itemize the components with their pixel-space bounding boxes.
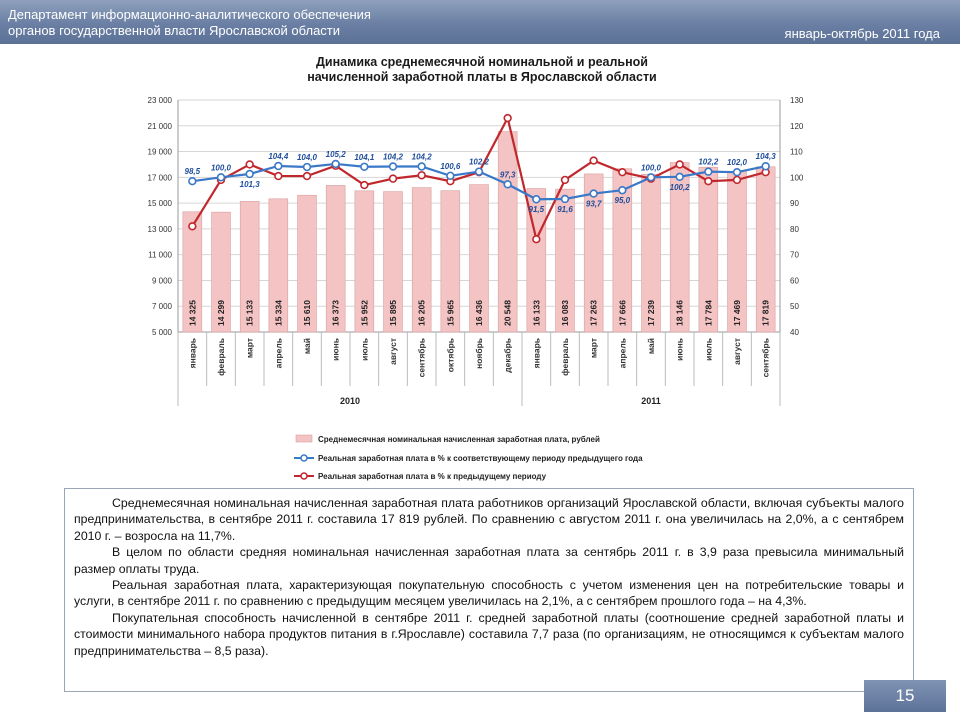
bar-value-label: 17 263 xyxy=(588,300,599,326)
real-wage-yoy-point xyxy=(390,163,397,170)
month-label: февраль xyxy=(216,338,226,376)
bar-value-label: 16 373 xyxy=(330,300,341,326)
yoy-value-label: 104,2 xyxy=(411,152,432,162)
report-period: январь-октябрь 2011 года xyxy=(784,26,940,41)
y-left-tick-label: 17 000 xyxy=(147,173,172,183)
yoy-value-label: 105,2 xyxy=(325,149,346,159)
month-label: апрель xyxy=(273,338,284,369)
y-left-tick-label: 21 000 xyxy=(147,121,172,131)
plot-area xyxy=(148,96,804,406)
real-wage-prev-period-point xyxy=(533,236,540,243)
y-left-tick-label: 5 000 xyxy=(151,328,172,337)
month-label: январь xyxy=(187,338,198,369)
y-left-tick-label: 13 000 xyxy=(147,224,172,234)
real-wage-prev-period-point xyxy=(734,177,741,184)
bar-value-label: 17 819 xyxy=(760,300,771,326)
y-right-tick-label: 70 xyxy=(790,250,799,260)
bar-value-label: 20 548 xyxy=(502,300,513,326)
month-label: сентябрь xyxy=(760,338,771,378)
real-wage-yoy-point xyxy=(533,196,540,203)
yoy-value-label: 100,0 xyxy=(640,163,662,173)
legend-swatch-prev-marker xyxy=(301,473,307,479)
bar-value-label: 17 784 xyxy=(703,300,714,326)
y-right-tick-label: 80 xyxy=(790,224,799,234)
real-wage-prev-period-point xyxy=(619,169,626,176)
real-wage-prev-period-point xyxy=(275,173,282,180)
yoy-value-label: 104,3 xyxy=(755,152,776,162)
month-label: июнь xyxy=(330,338,341,361)
month-label: август xyxy=(732,338,742,365)
yoy-value-label: 95,0 xyxy=(614,196,631,206)
chart-area xyxy=(0,44,960,490)
commentary-paragraph-2: В целом по области средняя номинальная начисленная заработная плата за сентябрь 2011 г. в 3,9 раза превысила минимальный размер оплаты труда. xyxy=(74,545,904,576)
bar-value-label: 15 610 xyxy=(302,300,312,326)
real-wage-prev-period-point xyxy=(705,178,712,185)
legend-swatch-yoy-marker xyxy=(301,455,307,461)
month-label: май xyxy=(646,338,656,355)
month-label: январь xyxy=(531,338,542,369)
month-label: декабрь xyxy=(502,337,513,373)
real-wage-yoy-point xyxy=(246,171,253,178)
real-wage-prev-period-point xyxy=(676,161,683,168)
y-right-tick-label: 40 xyxy=(790,328,799,337)
real-wage-prev-period-point xyxy=(590,157,597,164)
commentary-paragraph-4: Покупательная способность начисленной в сентябре 2011 г. средней заработной платы (соотношение средней заработной платы и стоимости минимального набора продуктов питания в г.Ярославле) составила 7,7 раза (по организациям, не относящимся к субъектам малого предпринимательства – 8,5 раза). xyxy=(74,610,904,658)
real-wage-yoy-point xyxy=(476,168,483,175)
month-label: июнь xyxy=(674,338,685,361)
real-wage-prev-period-point xyxy=(504,115,511,122)
yoy-value-label: 98,5 xyxy=(184,167,201,177)
real-wage-prev-period-point xyxy=(189,223,196,230)
y-left-tick-label: 19 000 xyxy=(147,147,172,157)
real-wage-prev-period-point xyxy=(304,173,311,180)
legend-swatch-bar xyxy=(296,435,312,442)
chart-legend xyxy=(294,435,643,481)
yoy-value-label: 102,2 xyxy=(698,157,719,167)
month-label: ноябрь xyxy=(474,338,484,369)
yoy-value-label: 91,6 xyxy=(557,204,573,214)
bar-value-label: 14 299 xyxy=(216,300,226,326)
bar-value-label: 16 436 xyxy=(474,300,484,326)
y-right-tick-label: 90 xyxy=(790,199,799,209)
real-wage-yoy-point xyxy=(648,174,655,181)
page-number: 15 xyxy=(864,680,946,712)
real-wage-prev-period-point xyxy=(562,177,569,184)
yoy-value-label: 100,0 xyxy=(210,163,232,173)
org-name xyxy=(8,7,371,39)
y-right-tick-label: 130 xyxy=(790,96,804,105)
y-right-tick-label: 100 xyxy=(790,173,804,183)
yoy-value-label: 91,5 xyxy=(528,205,545,215)
chart-title-line-1: Динамика среднемесячной номинальной и реальной xyxy=(315,55,649,69)
y-left-tick-label: 11 000 xyxy=(148,250,172,260)
yoy-value-label: 97,3 xyxy=(499,170,516,180)
header-bar xyxy=(0,0,960,44)
chart-title-line-2: начисленной заработной платы в Ярославской области xyxy=(307,70,657,84)
legend-label-yoy: Реальная заработная плата в % к соответствующему периоду предыдущего года xyxy=(318,454,643,463)
real-wage-yoy-point xyxy=(447,172,454,179)
real-wage-yoy-point xyxy=(304,164,311,171)
bar-value-label: 15 133 xyxy=(244,300,255,326)
bar-value-label: 15 895 xyxy=(388,300,398,326)
org-line-1: Департамент информационно-аналитического обеспечения xyxy=(8,7,371,22)
month-label: март xyxy=(244,338,255,359)
bar-value-label: 17 239 xyxy=(646,300,656,326)
bar-value-label: 15 334 xyxy=(273,300,284,326)
yoy-value-label: 100,6 xyxy=(440,161,461,171)
real-wage-yoy-point xyxy=(590,190,597,197)
yoy-value-label: 100,2 xyxy=(669,182,690,192)
y-left-tick-label: 23 000 xyxy=(147,96,172,105)
real-wage-yoy-point xyxy=(705,168,712,175)
real-wage-yoy-point xyxy=(418,163,425,170)
real-wage-yoy-point xyxy=(619,187,626,194)
bar-value-label: 16 205 xyxy=(416,300,427,326)
month-label: март xyxy=(588,338,599,359)
bar-value-label: 18 146 xyxy=(674,300,685,326)
y-left-tick-label: 7 000 xyxy=(151,302,172,312)
y-right-tick-label: 60 xyxy=(790,276,799,286)
y-right-tick-label: 120 xyxy=(790,121,804,131)
month-label: август xyxy=(388,338,398,365)
real-wage-yoy-point xyxy=(676,173,683,180)
bar-value-label: 15 952 xyxy=(359,300,370,326)
month-label: сентябрь xyxy=(416,338,427,378)
real-wage-yoy-point xyxy=(275,163,282,170)
bar-value-label: 17 469 xyxy=(732,300,742,326)
commentary-paragraph-1: Среднемесячная номинальная начисленная заработная плата работников организаций Ярославской области, включая субъекты малого предпринимательства, в сентябре 2011 г. составила 17 819 рублей. По сравнению с августом 2011 г. она увеличилась на 2,0%, а с сентябрем 2010 г. – возросла на 11,7%. xyxy=(74,496,904,543)
yoy-value-label: 104,2 xyxy=(382,152,404,162)
real-wage-yoy-point xyxy=(762,163,769,170)
yoy-value-label: 93,7 xyxy=(585,199,602,209)
month-label: февраль xyxy=(560,338,570,376)
commentary-box xyxy=(64,488,914,692)
commentary-paragraph-3: Реальная заработная плата, характеризующая покупательную способность с учетом изменения цен на потребительские товары и услуги, в сентябре 2011 г. по сравнению с предыдущим месяцем увеличилась на 2,1%, а с сентябрем прошлого года – на 4,3%. xyxy=(74,578,904,609)
real-wage-prev-period-point xyxy=(390,175,397,182)
real-wage-yoy-point xyxy=(504,181,511,188)
month-label: май xyxy=(302,338,312,355)
yoy-value-label: 101,3 xyxy=(239,179,260,189)
month-label: апрель xyxy=(617,338,628,369)
year-label: 2010 xyxy=(339,396,361,406)
legend-label-bar: Среднемесячная номинальная начисленная заработная плата, рублей xyxy=(318,435,600,444)
bar-value-label: 14 325 xyxy=(187,300,198,326)
yoy-value-label: 102,0 xyxy=(726,158,748,168)
real-wage-yoy-point xyxy=(189,178,196,185)
y-left-tick-label: 9 000 xyxy=(151,276,172,286)
yoy-value-label: 104,4 xyxy=(268,151,289,161)
yoy-value-label: 104,1 xyxy=(354,152,375,162)
bar-value-label: 16 133 xyxy=(531,300,542,326)
month-label: июль xyxy=(359,338,370,361)
yoy-value-label: 104,0 xyxy=(296,153,318,163)
yoy-value-label: 102,2 xyxy=(468,157,490,167)
y-left-tick-label: 15 000 xyxy=(147,199,172,209)
legend-label-prev: Реальная заработная плата в % к предыдущему периоду xyxy=(318,472,547,481)
bar-value-label: 16 083 xyxy=(560,300,570,326)
real-wage-yoy-point xyxy=(218,174,225,181)
real-wage-yoy-point xyxy=(734,169,741,176)
real-wage-yoy-point xyxy=(332,161,339,168)
y-right-tick-label: 110 xyxy=(790,147,803,157)
wage-chart xyxy=(0,44,960,490)
real-wage-yoy-point xyxy=(361,163,368,170)
org-line-2: органов государственной власти Ярославской области xyxy=(8,23,341,38)
month-label: июль xyxy=(703,338,714,361)
bar-value-label: 17 666 xyxy=(617,300,628,326)
real-wage-prev-period-point xyxy=(246,161,253,168)
real-wage-yoy-point xyxy=(562,196,569,203)
real-wage-prev-period-point xyxy=(361,182,368,189)
month-label: октябрь xyxy=(445,338,456,373)
bar-value-label: 15 965 xyxy=(445,300,456,326)
real-wage-prev-period-point xyxy=(418,172,425,179)
year-label: 2011 xyxy=(641,396,661,406)
y-right-tick-label: 50 xyxy=(790,302,799,312)
